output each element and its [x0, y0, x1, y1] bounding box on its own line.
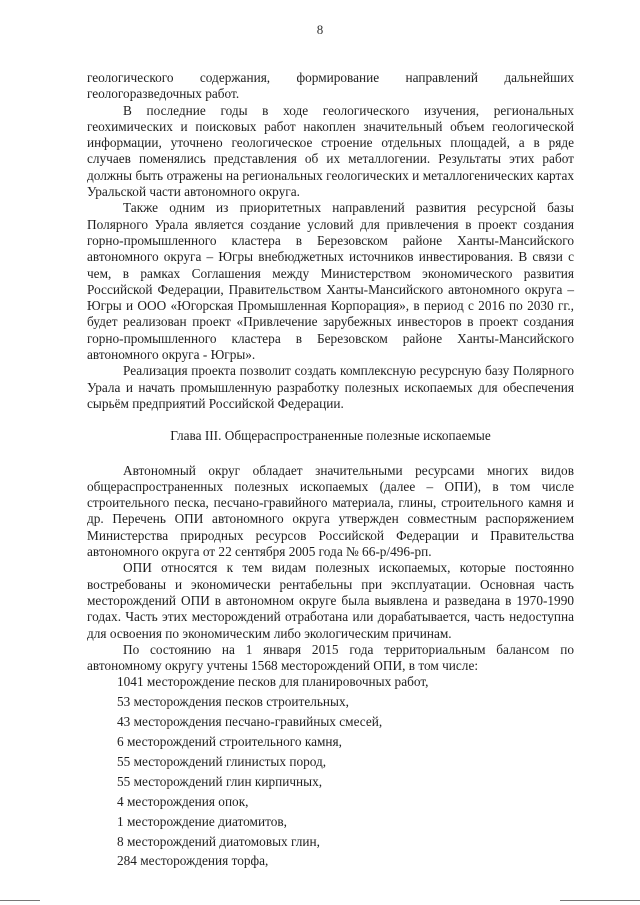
- list-item: 4 месторождения опок,: [117, 793, 249, 809]
- list-item: 6 месторождений строительного камня,: [117, 734, 342, 750]
- paragraph-intro-2: В последние годы в ходе геологического изучения, региональных геохимических и поисковых работ накоплен значительный объем геологической информации, уточнено геологическое строение отдельных площадей, а в ряде случаев поменялись представления об их металлогении. Результаты этих работ должны быть отражены на региональных геологических и металлогенических картах Уральской части автономного округа.: [87, 102, 574, 200]
- list-item: 55 месторождений глин кирпичных,: [117, 773, 323, 789]
- deposits-list: [87, 674, 574, 870]
- chapter-heading: Глава III. Общераспространенные полезные ископаемые: [170, 428, 491, 444]
- list-item: 53 месторождения песков строительных,: [117, 694, 349, 710]
- list-item: 55 месторождений глинистых пород,: [117, 753, 327, 769]
- page-number: 8: [316, 22, 324, 37]
- paragraph-chapter-1: Автономный округ обладает значительными ресурсами многих видов общераспространенных полезных ископаемых (далее – ОПИ), в том числе строительного песка, песчано-гравийного материала, глины, строительного камня и др. Перечень ОПИ автономного округа утвержден совместным распоряжением Министерства природных ресурсов Российской Федерации и Правительства автономного округа от 22 сентября 2005 года № 66-р/496-рп.: [87, 462, 574, 560]
- paragraph-chapter-3: По состоянию на 1 января 2015 года территориальным балансом по автономному округу учтены 1568 месторождений ОПИ, в том числе:: [87, 641, 574, 674]
- paragraph-intro-4: Реализация проекта позволит создать комплексную ресурсную базу Полярного Урала и начать промышленную разработку полезных ископаемых для обеспечения сырьём предприятий Российской Федерации.: [87, 363, 574, 411]
- paragraph-intro-3: Также одним из приоритетных направлений развития ресурсной базы Полярного Урала является создание условий для привлечения в проект создания горно-промышленного кластера в Березовском районе Ханты-Мансийского автономного округа – Югры внебюджетных источников инвестирования. В связи с чем, в рамках Соглашения между Министерством экономического развития Российской Федерации, Правительством Ханты-Мансийского автономного округа – Югры и ООО «Югорская Промышленная Корпорация», в период с 2016 по 2030 гг., будет реализован проект «Привлечение зарубежных инвесторов в проект создания горно-промышленного кластера в Березовском районе Ханты-Мансийского автономного округа - Югры».: [87, 200, 574, 363]
- scan-edge-mark-right: [560, 900, 640, 901]
- paragraph-chapter-2: ОПИ относятся к тем видам полезных ископаемых, которые постоянно востребованы и экономически рентабельны при эксплуатации. Основная часть месторождений ОПИ в автономном округе была выявлена и разведана в 1970-1990 годах. Часть этих месторождений отработана или дорабатывается, часть недоступна для освоения по экономическим либо экологическим причинам.: [87, 560, 574, 641]
- list-item: 8 месторождений диатомовых глин,: [117, 833, 320, 849]
- list-item: 1 месторождение диатомитов,: [117, 813, 287, 829]
- list-item: 284 месторождения торфа,: [117, 853, 269, 869]
- scan-edge-mark-left: [0, 900, 40, 901]
- list-item: 43 месторождения песчано-гравийных смесей,: [117, 714, 383, 730]
- list-item: 1041 месторождение песков для планировочных работ,: [117, 674, 429, 690]
- document-body: [87, 70, 574, 873]
- paragraph-intro-1: геологического содержания, формирование направлений дальнейших геологоразведочных работ.: [87, 70, 574, 102]
